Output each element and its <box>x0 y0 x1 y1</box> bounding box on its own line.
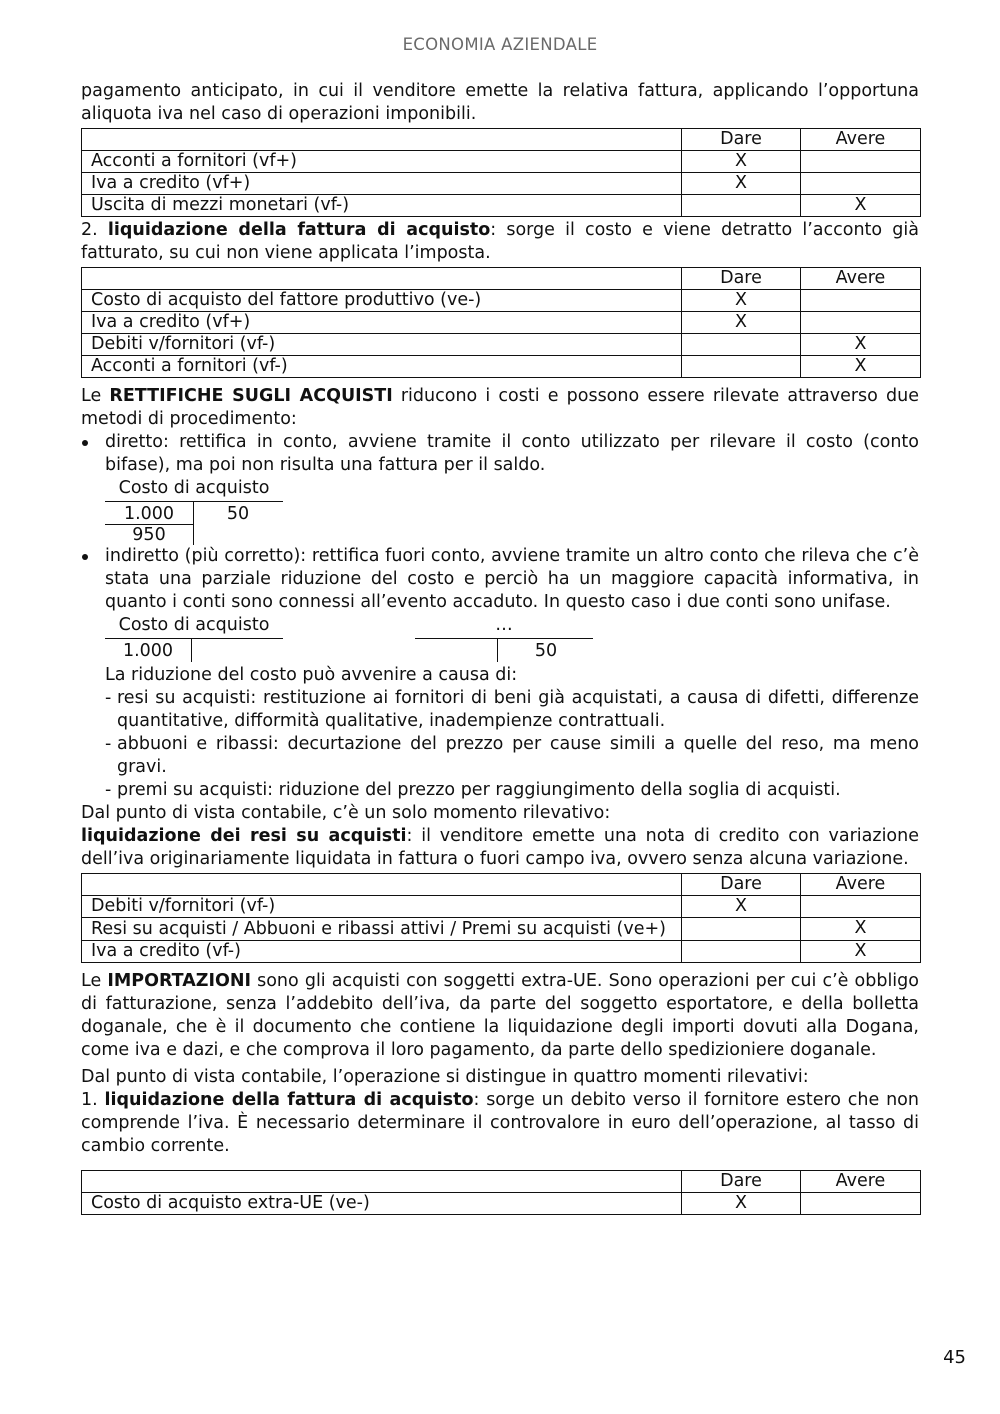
dare-cell <box>682 195 801 217</box>
avere-cell: X <box>801 356 921 378</box>
t-account-horizontal-line <box>105 638 283 639</box>
avere-cell: X <box>801 195 921 217</box>
resi-text: : il venditore emette una nota di credito con variazione dell’iva originariamente liquidata in fattura o fuori campo iva, ovvero senza alcuna variazione. <box>81 826 919 869</box>
importazioni-text: sono gli acquisti con soggetti extra-UE. Sono operazioni per cui c’è obbligo di fatturazione, senza l’addebito dell’iva, da parte del soggetto esportatore, e della bolletta doganale, che è il documento che contiene la liquidazione degli importi dovuti alla Dogana, come iva e dazi, e che comprova il loro pagamento, da parte dello spedizioniere doganale. <box>81 971 919 1060</box>
bullet-indiretto-text: indiretto (più corretto): rettifica fuori conto, avviene tramite un altro conto che rileva che c’è stata una parziale riduzione del costo e perciò ha un maggiore capacità informativa, in quanto i conti sono connessi all’evento accaduto. In questo caso i due conti sono unifase. <box>105 546 919 612</box>
t-account-dare-value: 1.000 <box>123 504 175 524</box>
dare-cell: X <box>682 290 801 312</box>
avere-cell <box>801 1193 921 1215</box>
table-header-row <box>82 874 921 896</box>
table-row <box>82 290 921 312</box>
cause-item-premi: - premi su acquisti: riduzione del prezzo per raggiungimento della soglia di acquisti. <box>105 779 919 802</box>
account-cell: Iva a credito (vf-) <box>82 941 682 963</box>
page-content <box>81 80 919 1217</box>
t-account-balance-value: 950 <box>132 525 166 545</box>
causes-list <box>105 687 919 802</box>
avere-cell: X <box>801 918 921 941</box>
rettifiche-prefix: Le <box>81 386 110 406</box>
avere-cell <box>801 290 921 312</box>
header-account-cell <box>82 1171 682 1193</box>
header-dare: Dare <box>682 874 801 896</box>
contabile-paragraph-1: Dal punto di vista contabile, c’è un solo momento rilevativo: <box>81 803 611 823</box>
account-cell: Costo di acquisto extra-UE (ve-) <box>82 1193 682 1215</box>
step-import1-paragraph <box>81 1089 919 1158</box>
page-number: 45 <box>943 1347 966 1368</box>
header-account-cell <box>82 268 682 290</box>
table-row <box>82 356 921 378</box>
t-account-title: Costo di acquisto <box>118 615 270 635</box>
dare-cell <box>682 941 801 963</box>
table-header-row <box>82 129 921 151</box>
table-header-row <box>82 268 921 290</box>
table-row <box>82 312 921 334</box>
journal-table-returns <box>81 873 921 963</box>
dare-cell: X <box>682 1193 801 1215</box>
t-account-dare-value: 1.000 <box>122 641 174 661</box>
cause-item-resi: - resi su acquisti: restituzione ai fornitori di beni già acquistati, a causa di difetti, differenze quantitative, difformità qualitative, inadempienze contrattuali. <box>105 687 919 733</box>
importazioni-prefix: Le <box>81 971 108 991</box>
t-account-title-placeholder: … <box>495 615 513 635</box>
header-dare: Dare <box>682 129 801 151</box>
table-row <box>82 334 921 356</box>
account-cell: Iva a credito (vf+) <box>82 173 682 195</box>
header-account-cell <box>82 874 682 896</box>
journal-table-invoice-settlement <box>81 267 921 378</box>
account-cell: Iva a credito (vf+) <box>82 312 682 334</box>
t-accounts-indirect <box>105 614 919 664</box>
dare-cell: X <box>682 173 801 195</box>
account-cell: Acconti a fornitori (vf+) <box>82 151 682 173</box>
dare-cell: X <box>682 312 801 334</box>
step-number: 1. <box>81 1090 98 1110</box>
bullet-diretto-text: diretto: rettifica in conto, avviene tramite il conto utilizzato per rilevare il costo (conto bifase), ma poi non risulta una fattura per il saldo. <box>105 432 919 475</box>
header-dare: Dare <box>682 268 801 290</box>
t-account-title: Costo di acquisto <box>118 478 270 498</box>
step-text: : sorge il costo e viene detratto l’acconto già fatturato, su cui non viene applicata l’imposta. <box>81 220 919 263</box>
dare-cell <box>682 918 801 941</box>
bullet-diretto <box>81 431 919 545</box>
step-text: : sorge un debito verso il fornitore estero che non comprende l’iva. È necessario determinare il controvalore in euro dell’operazione, al tasso di cambio corrente. <box>81 1090 919 1156</box>
table-row <box>82 941 921 963</box>
t-account-horizontal-line <box>105 501 283 502</box>
dare-cell <box>682 334 801 356</box>
t-account-direct <box>105 477 919 545</box>
t-account-avere-value: 50 <box>226 504 250 524</box>
running-header: ECONOMIA AZIENDALE <box>402 35 598 54</box>
t-account-avere-value: 50 <box>534 641 558 661</box>
cause-item-abbuoni: - abbuoni e ribassi: decurtazione del prezzo per cause simili a quelle del reso, ma meno gravi. <box>105 733 919 779</box>
table-row <box>82 896 921 918</box>
account-cell: Debiti v/fornitori (vf-) <box>82 334 682 356</box>
journal-table-import-invoice <box>81 1170 921 1215</box>
resi-paragraph <box>81 825 919 871</box>
account-cell: Acconti a fornitori (vf-) <box>82 356 682 378</box>
rettifiche-paragraph <box>81 385 919 431</box>
avere-cell: X <box>801 941 921 963</box>
causes-intro: La riduzione del costo può avvenire a causa di: <box>105 665 518 685</box>
avere-cell <box>801 151 921 173</box>
dare-cell: X <box>682 896 801 918</box>
avere-cell <box>801 896 921 918</box>
account-cell: Resi su acquisti / Abbuoni e ribassi attivi / Premi su acquisti (ve+) <box>82 918 682 941</box>
t-account-horizontal-line <box>415 638 593 639</box>
header-avere: Avere <box>801 874 921 896</box>
table-row <box>82 1193 921 1215</box>
header-dare: Dare <box>682 1171 801 1193</box>
rettifiche-title: RETTIFICHE SUGLI ACQUISTI <box>109 386 393 406</box>
importazioni-paragraph <box>81 970 919 1062</box>
account-cell: Uscita di mezzi monetari (vf-) <box>82 195 682 217</box>
table-header-row <box>82 1171 921 1193</box>
step-number: 2. <box>81 220 98 240</box>
dare-cell <box>682 356 801 378</box>
methods-list <box>81 431 919 802</box>
header-account-cell <box>82 129 682 151</box>
account-cell: Costo di acquisto del fattore produttivo (ve-) <box>82 290 682 312</box>
header-avere: Avere <box>801 268 921 290</box>
table-row <box>82 151 921 173</box>
header-avere: Avere <box>801 1171 921 1193</box>
table-row <box>82 918 921 941</box>
journal-table-advance-payment <box>81 128 921 217</box>
t-account-vertical-line <box>191 638 192 662</box>
step-title: liquidazione della fattura di acquisto <box>107 220 491 240</box>
resi-title: liquidazione dei resi su acquisti <box>81 826 407 846</box>
account-cell: Debiti v/fornitori (vf-) <box>82 896 682 918</box>
avere-cell <box>801 312 921 334</box>
dare-cell: X <box>682 151 801 173</box>
step-title: liquidazione della fattura di acquisto <box>104 1090 474 1110</box>
avere-cell: X <box>801 334 921 356</box>
importazioni-title: IMPORTAZIONI <box>107 971 251 991</box>
intro-paragraph: pagamento anticipato, in cui il venditore emette la relativa fattura, applicando l’opportuna aliquota iva nel caso di operazioni imponibili. <box>81 81 919 124</box>
table-row <box>82 173 921 195</box>
avere-cell <box>801 173 921 195</box>
rettifiche-text: riducono i costi e possono essere rilevate attraverso due metodi di procedimento: <box>81 386 919 429</box>
table-row <box>82 195 921 217</box>
step2-paragraph <box>81 219 919 265</box>
header-avere: Avere <box>801 129 921 151</box>
bullet-indiretto <box>81 545 919 802</box>
contabile-paragraph-2: Dal punto di vista contabile, l’operazione si distingue in quattro momenti rilevativi: <box>81 1067 809 1087</box>
